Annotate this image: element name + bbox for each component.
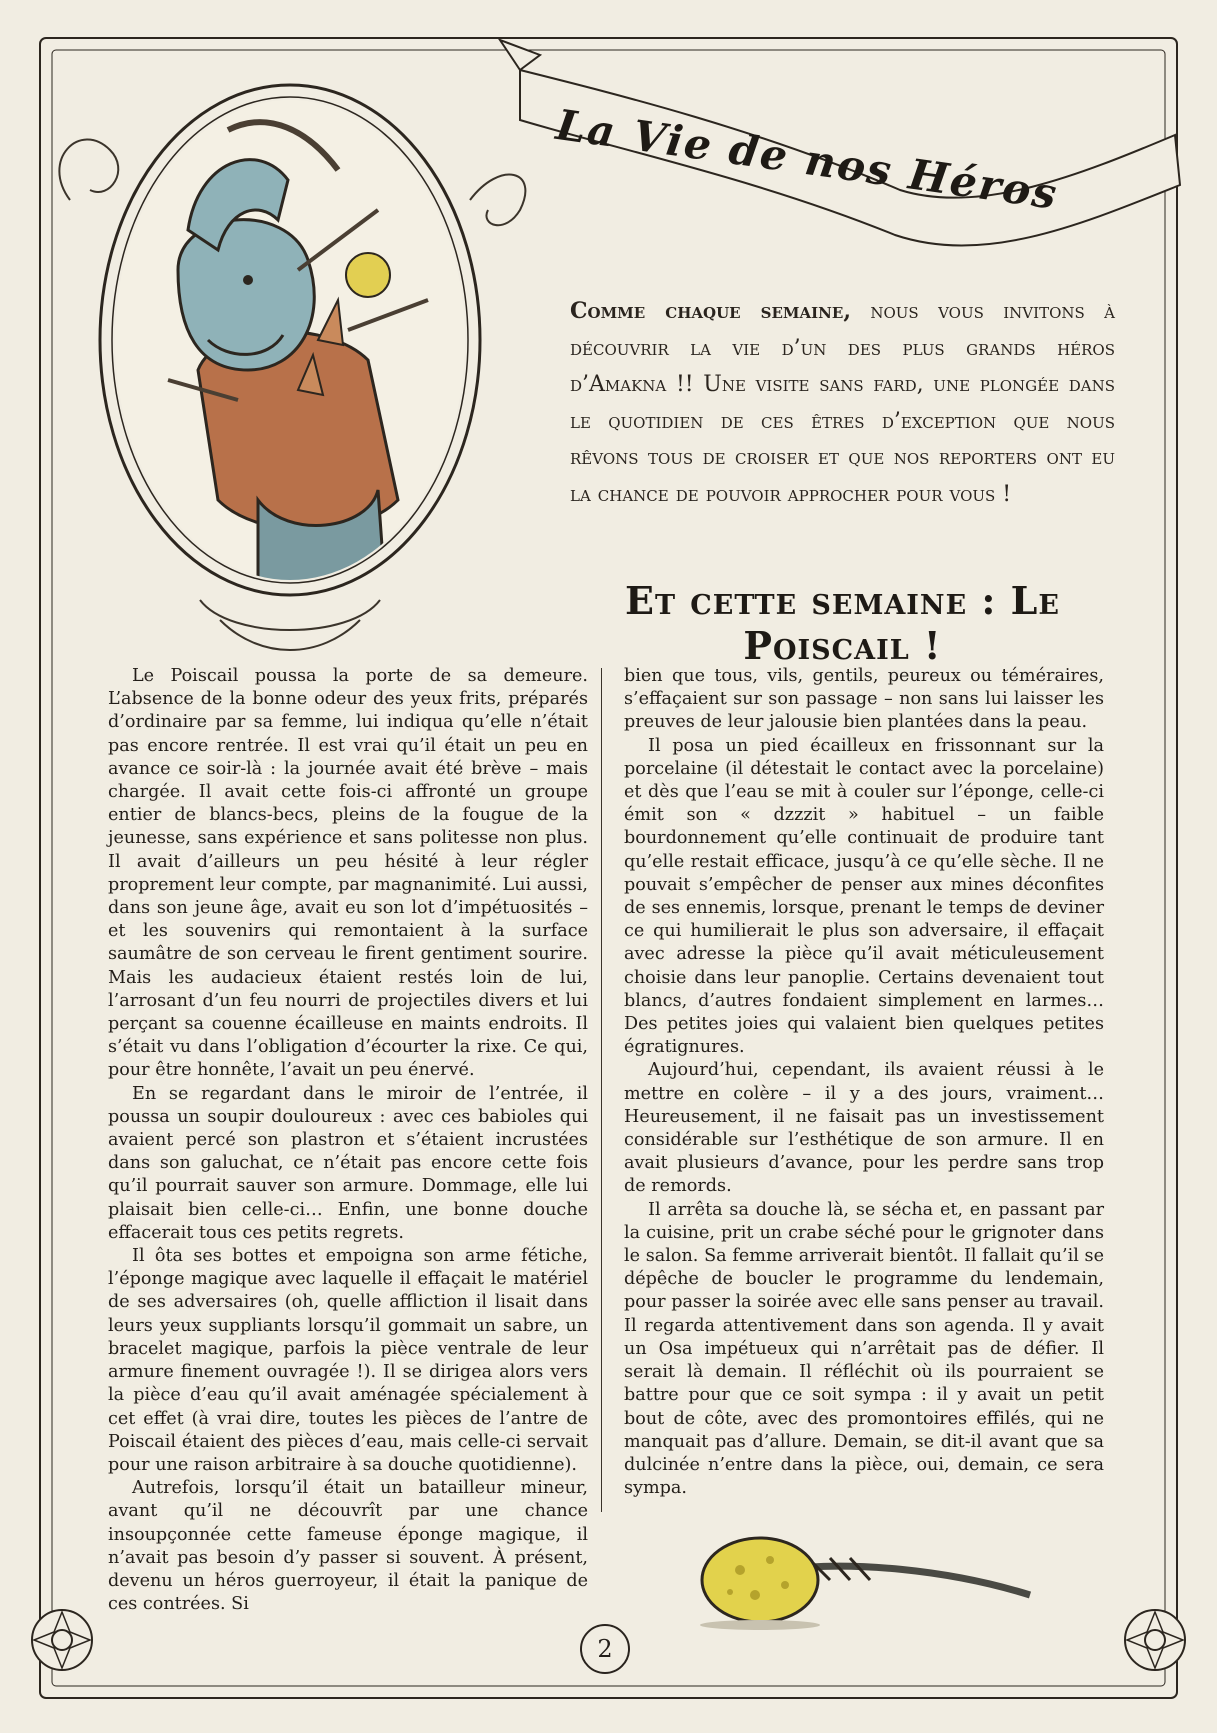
intro-text: nous vous invitons à découvrir la vie d’un des plus grands héros d’Amakna !! Une visite sans fard, une plongée dans le quotidien de ces êtres d’exception que nous rêvons tous de croiser et que nos reporters ont eu la chance de pouvoir approcher pour vous ! [570,299,1115,507]
paragraph: bien que tous, vils, gentils, peureux ou téméraires, s’effaçaient sur son passage – non sans lui laisser les preuves de leur jalousie bien plantées dans la peau. [624,666,1104,733]
paragraph: En se regardant dans le miroir de l’entrée, il poussa un soupir douloureux : avec ces babioles qui avaient percé son plastron et s’étaient incrustées dans son galuchat, ce n’était pas encore cette fois qu’il pourrait sauver son armure. Dommage, elle lui plaisait bien celle-ci… Enfin, une bonne douche effacerait tous ces petits regrets. [108,1083,588,1243]
intro-paragraph [570,293,1115,513]
article-column-right [624,665,1104,1500]
intro-lead: Comme chaque semaine, [570,298,851,324]
article-column-left [108,665,588,1616]
paragraph: Autrefois, lorsqu’il était un batailleur mineur, avant qu’il ne découvrît par une chance insoupçonnée cette fameuse éponge magique, il n’avait pas besoin d’y passer si souvent. À présent, devenu un héros guerroyeur, il était la panique de ces contrées. Si [108,1478,588,1615]
column-divider [601,668,602,1512]
paragraph: Le Poiscail poussa la porte de sa demeure. L’absence de la bonne odeur des yeux frits, préparés d’ordinaire par sa femme, lui indiqua qu’elle n’était pas encore rentrée. Il est vrai qu’il était un peu en avance ce soir-là : la journée avait été brève – mais chargée. Il avait cette fois-ci affronté un groupe entier de blancs-becs, pleins de la fougue de la jeunesse, sans expérience et sans politesse non plus. Il avait d’ailleurs un peu hésité à leur régler proprement leur compte, par magnanimité. Lui aussi, dans son jeune âge, avait eu son lot d’impétuosités – et les souvenirs qui remontaient à la surface saumâtre de son cerveau le firent gentiment sourire. Mais les audacieux étaient restés loin de lui, l’arrosant d’un feu nourri de projectiles divers et lui perçant sa couenne écailleuse en maints endroits. Il s’était vu dans l’obligation d’écourter la rixe. Ce qui, pour être honnête, l’avait un peu énervé. [108,666,588,1081]
sponge-weapon-illustration [690,1500,1040,1630]
article-subtitle: Et cette semaine : Le Poiscail ! [625,578,1060,668]
paragraph: Aujourd’hui, cependant, ils avaient réussi à le mettre en colère – il y a des jours, vraiment… Heureusement, il ne faisait pas un investissement considérable sur l’esthétique de son armure. Il en avait plusieurs d’avance, pour les perdre sans trop de remords. [624,1060,1104,1197]
banner-title: La Vie de nos Héros [553,100,1062,219]
paragraph: Il arrêta sa douche là, se sécha et, en passant par la cuisine, prit un crabe séché pour le grignoter dans le salon. Sa femme arriverait bientôt. Il fallait qu’il se dépêche de boucler le programme du lendemain, pour passer la soirée avec elle sans penser au travail. Il regarda attentivement dans son agenda. Il y avait un Osa impétueux qui n’arrêtait pas de défier. Il serait là demain. Il réfléchit où ils pourraient se battre pour que ce soit sympa : il y avait un petit bout de côte, avec des promontoires effilés, qui ne manquait pas d’allure. Demain, se dit-il avant que sa dulcinée n’entre dans la pièce, oui, demain, ce sera sympa. [624,1199,1104,1499]
paragraph: Il ôta ses bottes et empoigna son arme fétiche, l’éponge magique avec laquelle il effaçait le matériel de ses adversaires (oh, quelle affliction il lisait dans leurs yeux suppliants lorsqu’il gommait un sabre, un bracelet magique, parfois la pièce ventrale de leur armure finement ouvragée !). Il se dirigea alors vers la pièce d’eau qu’il avait aménagée spécialement à cet effet (à vrai dire, toutes les pièces de l’antre de Poiscail étaient des pièces d’eau, mais celle-ci servait pour une raison arbitraire à sa douche quotidienne). [108,1246,588,1475]
poiscail-portrait-illustration [108,70,488,670]
page-number: 2 [580,1624,630,1674]
paragraph: Il posa un pied écailleux en frissonnant sur la porcelaine (il détestait le contact avec la porcelaine) et dès que l’eau se mit à couler sur l’éponge, celle-ci émit son « dzzzit » habituel – un faible bourdonnement qu’elle continuait de produire tant qu’elle restait efficace, jusqu’à ce qu’elle sèche. Il ne pouvait s’empêcher de penser aux mines déconfites de ses ennemis, lorsque, prenant le temps de deviner ce qui humilierait le plus son adversaire, il effaçait avec adresse la pièce qu’il avait méticuleusement choisie dans leur panoplie. Certains devenaient tout blancs, d’autres fondaient simplement en larmes… Des petites joies qui valaient bien quelques petites égratignures. [624,735,1104,1058]
